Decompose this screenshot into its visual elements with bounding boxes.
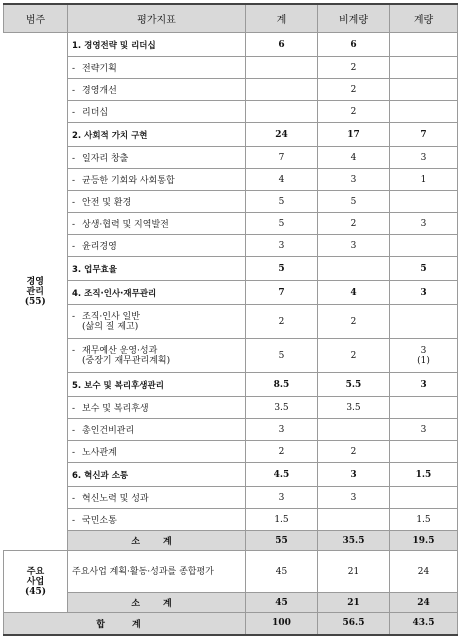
item-label-text: 균등한 기회와 사회통합 (82, 176, 175, 186)
bullet-dash: - (72, 108, 76, 118)
bullet-dash: - (72, 176, 76, 186)
table-header-row (4, 4, 458, 33)
item-label (68, 305, 246, 339)
total-value: 24 (246, 123, 318, 147)
item-row (4, 419, 458, 441)
total-value: 5 (246, 213, 318, 235)
bullet-dash: - (72, 86, 76, 96)
total-value: 3 (246, 487, 318, 509)
total-value: 5 (246, 257, 318, 281)
evaluation-index-table (3, 3, 458, 636)
header-quantitative: 계량 (390, 4, 458, 33)
non-quantitative-value: 3 (318, 235, 390, 257)
section-row (4, 33, 458, 57)
total-value: 7 (246, 281, 318, 305)
quantitative-note: (1) (417, 355, 430, 366)
grand-total-row (4, 613, 458, 635)
subtotal-row-management (4, 531, 458, 551)
grand-total-quantitative: 43.5 (390, 613, 458, 635)
non-quantitative-value: 4 (318, 281, 390, 305)
quantitative-value: 3 (390, 147, 458, 169)
item-label (68, 487, 246, 509)
item-label-text: 전략기획 (82, 64, 117, 74)
non-quantitative-value: 5 (318, 191, 390, 213)
non-quantitative-value: 5.5 (318, 373, 390, 397)
item-row (4, 213, 458, 235)
item-label (68, 57, 246, 79)
non-quantitative-value: 3 (318, 169, 390, 191)
item-row (4, 57, 458, 79)
quantitative-value (390, 441, 458, 463)
quantitative-value: 1.5 (390, 463, 458, 487)
quantitative-value (390, 339, 458, 373)
item-label (68, 147, 246, 169)
total-value: 2 (246, 305, 318, 339)
subtotal-non-quantitative: 21 (318, 593, 390, 613)
item-row (4, 101, 458, 123)
quantitative-value: 1.5 (390, 509, 458, 531)
item-label-text: 일자리 창출 (82, 154, 129, 164)
bullet-dash: - (72, 311, 76, 322)
total-value: 3.5 (246, 397, 318, 419)
subtotal-label: 소 계 (68, 593, 246, 613)
item-label-text: 재무예산 운영·성과 (82, 345, 158, 356)
item-label (68, 397, 246, 419)
section-label: 4. 조직·인사·재무관리 (68, 281, 246, 305)
bullet-dash: - (72, 516, 76, 526)
quantitative-value: 3 (390, 373, 458, 397)
quantitative-value: 5 (390, 257, 458, 281)
item-label-text: 상생·협력 및 지역발전 (82, 220, 169, 230)
item-label-text: 조직·인사 일반 (82, 311, 140, 322)
business-quantitative: 24 (390, 551, 458, 593)
section-row (4, 373, 458, 397)
quantitative-value: 3 (390, 213, 458, 235)
header-non-quantitative: 비계량 (318, 4, 390, 33)
category-line: 주요 (26, 566, 45, 577)
total-value: 8.5 (246, 373, 318, 397)
non-quantitative-value: 2 (318, 305, 390, 339)
bullet-dash: - (72, 198, 76, 208)
total-value: 4.5 (246, 463, 318, 487)
header-category: 범주 (4, 4, 68, 33)
item-row (4, 305, 458, 339)
non-quantitative-value (318, 257, 390, 281)
item-row (4, 339, 458, 373)
subtotal-non-quantitative: 35.5 (318, 531, 390, 551)
header-total: 계 (246, 4, 318, 33)
quantitative-value (390, 33, 458, 57)
subtotal-row-business (4, 593, 458, 613)
non-quantitative-value: 2 (318, 339, 390, 373)
subtotal-quantitative: 24 (390, 593, 458, 613)
section-label: 6. 혁신과 소통 (68, 463, 246, 487)
non-quantitative-value (318, 509, 390, 531)
category-business-cell (4, 551, 68, 613)
grand-total-non-quantitative: 56.5 (318, 613, 390, 635)
quantitative-value (390, 305, 458, 339)
quantitative-value: 1 (390, 169, 458, 191)
item-label-text: 경영개선 (82, 86, 117, 96)
quantitative-value: 3 (390, 281, 458, 305)
bullet-dash: - (72, 404, 76, 414)
item-label (68, 213, 246, 235)
item-label (68, 169, 246, 191)
total-value: 3 (246, 235, 318, 257)
total-value (246, 79, 318, 101)
category-weight: (45) (24, 586, 47, 597)
total-value: 7 (246, 147, 318, 169)
category-line: 사업 (26, 576, 45, 587)
non-quantitative-value: 2 (318, 101, 390, 123)
business-item-label: 주요사업 계획·활동·성과를 종합평가 (68, 551, 246, 593)
quantitative-value: 3 (390, 419, 458, 441)
item-row (4, 397, 458, 419)
item-label (68, 79, 246, 101)
section-label: 2. 사회적 가치 구현 (68, 123, 246, 147)
item-label-text: 보수 및 복리후생 (82, 404, 149, 414)
bullet-dash: - (72, 494, 76, 504)
non-quantitative-value: 2 (318, 57, 390, 79)
bullet-dash: - (72, 448, 76, 458)
non-quantitative-value: 3 (318, 487, 390, 509)
total-value (246, 101, 318, 123)
non-quantitative-value: 2 (318, 79, 390, 101)
non-quantitative-value: 3.5 (318, 397, 390, 419)
quantitative-value: 7 (390, 123, 458, 147)
item-label (68, 101, 246, 123)
total-value: 6 (246, 33, 318, 57)
section-label: 1. 경영전략 및 리더십 (68, 33, 246, 57)
bullet-dash: - (72, 242, 76, 252)
section-label: 5. 보수 및 복리후생관리 (68, 373, 246, 397)
section-row (4, 463, 458, 487)
non-quantitative-value: 6 (318, 33, 390, 57)
item-label (68, 235, 246, 257)
non-quantitative-value (318, 419, 390, 441)
business-non-quantitative: 21 (318, 551, 390, 593)
subtotal-total: 55 (246, 531, 318, 551)
non-quantitative-value: 4 (318, 147, 390, 169)
item-label (68, 509, 246, 531)
item-label (68, 419, 246, 441)
item-label-text: 노사관계 (82, 448, 117, 458)
item-label (68, 441, 246, 463)
item-row (4, 509, 458, 531)
item-row (4, 235, 458, 257)
item-label-text: 윤리경영 (82, 242, 117, 252)
total-value (246, 57, 318, 79)
subtotal-quantitative: 19.5 (390, 531, 458, 551)
total-value: 2 (246, 441, 318, 463)
header-indicator: 평가지표 (68, 4, 246, 33)
total-value: 3 (246, 419, 318, 441)
item-row (4, 169, 458, 191)
item-label-text: 혁신노력 및 성과 (82, 494, 149, 504)
bullet-dash: - (72, 154, 76, 164)
category-weight: (55) (24, 296, 46, 307)
item-label-text: 총인건비관리 (82, 426, 135, 436)
item-label-subtext: (중장기 재무관리계획) (82, 355, 171, 366)
item-row (4, 79, 458, 101)
item-row (4, 147, 458, 169)
non-quantitative-value: 3 (318, 463, 390, 487)
non-quantitative-value: 17 (318, 123, 390, 147)
item-label-text: 국민소통 (82, 516, 117, 526)
quantitative-main: 3 (420, 345, 427, 356)
item-row (4, 487, 458, 509)
quantitative-value (390, 57, 458, 79)
item-row (4, 191, 458, 213)
business-total: 45 (246, 551, 318, 593)
total-value: 5 (246, 191, 318, 213)
grand-total-label: 합 계 (4, 613, 246, 635)
category-management-cell (4, 33, 68, 551)
section-row (4, 123, 458, 147)
item-label (68, 191, 246, 213)
item-label-subtext: (삶의 질 제고) (82, 321, 139, 332)
quantitative-value (390, 101, 458, 123)
section-row (4, 257, 458, 281)
quantitative-value (390, 235, 458, 257)
item-label (68, 339, 246, 373)
total-value: 4 (246, 169, 318, 191)
quantitative-value (390, 397, 458, 419)
quantitative-value (390, 487, 458, 509)
category-line: 관리 (26, 286, 44, 297)
total-value: 1.5 (246, 509, 318, 531)
subtotal-label: 소 계 (68, 531, 246, 551)
item-row (4, 441, 458, 463)
non-quantitative-value: 2 (318, 441, 390, 463)
item-label-text: 안전 및 환경 (82, 198, 132, 208)
category-line: 경영 (26, 276, 44, 287)
quantitative-value (390, 191, 458, 213)
item-label-text: 리더십 (82, 108, 109, 118)
section-label: 3. 업무효율 (68, 257, 246, 281)
bullet-dash: - (72, 345, 76, 356)
bullet-dash: - (72, 426, 76, 436)
subtotal-total: 45 (246, 593, 318, 613)
total-value: 5 (246, 339, 318, 373)
grand-total-total: 100 (246, 613, 318, 635)
section-row (4, 281, 458, 305)
bullet-dash: - (72, 64, 76, 74)
quantitative-value (390, 79, 458, 101)
business-item-row (4, 551, 458, 593)
bullet-dash: - (72, 220, 76, 230)
non-quantitative-value: 2 (318, 213, 390, 235)
